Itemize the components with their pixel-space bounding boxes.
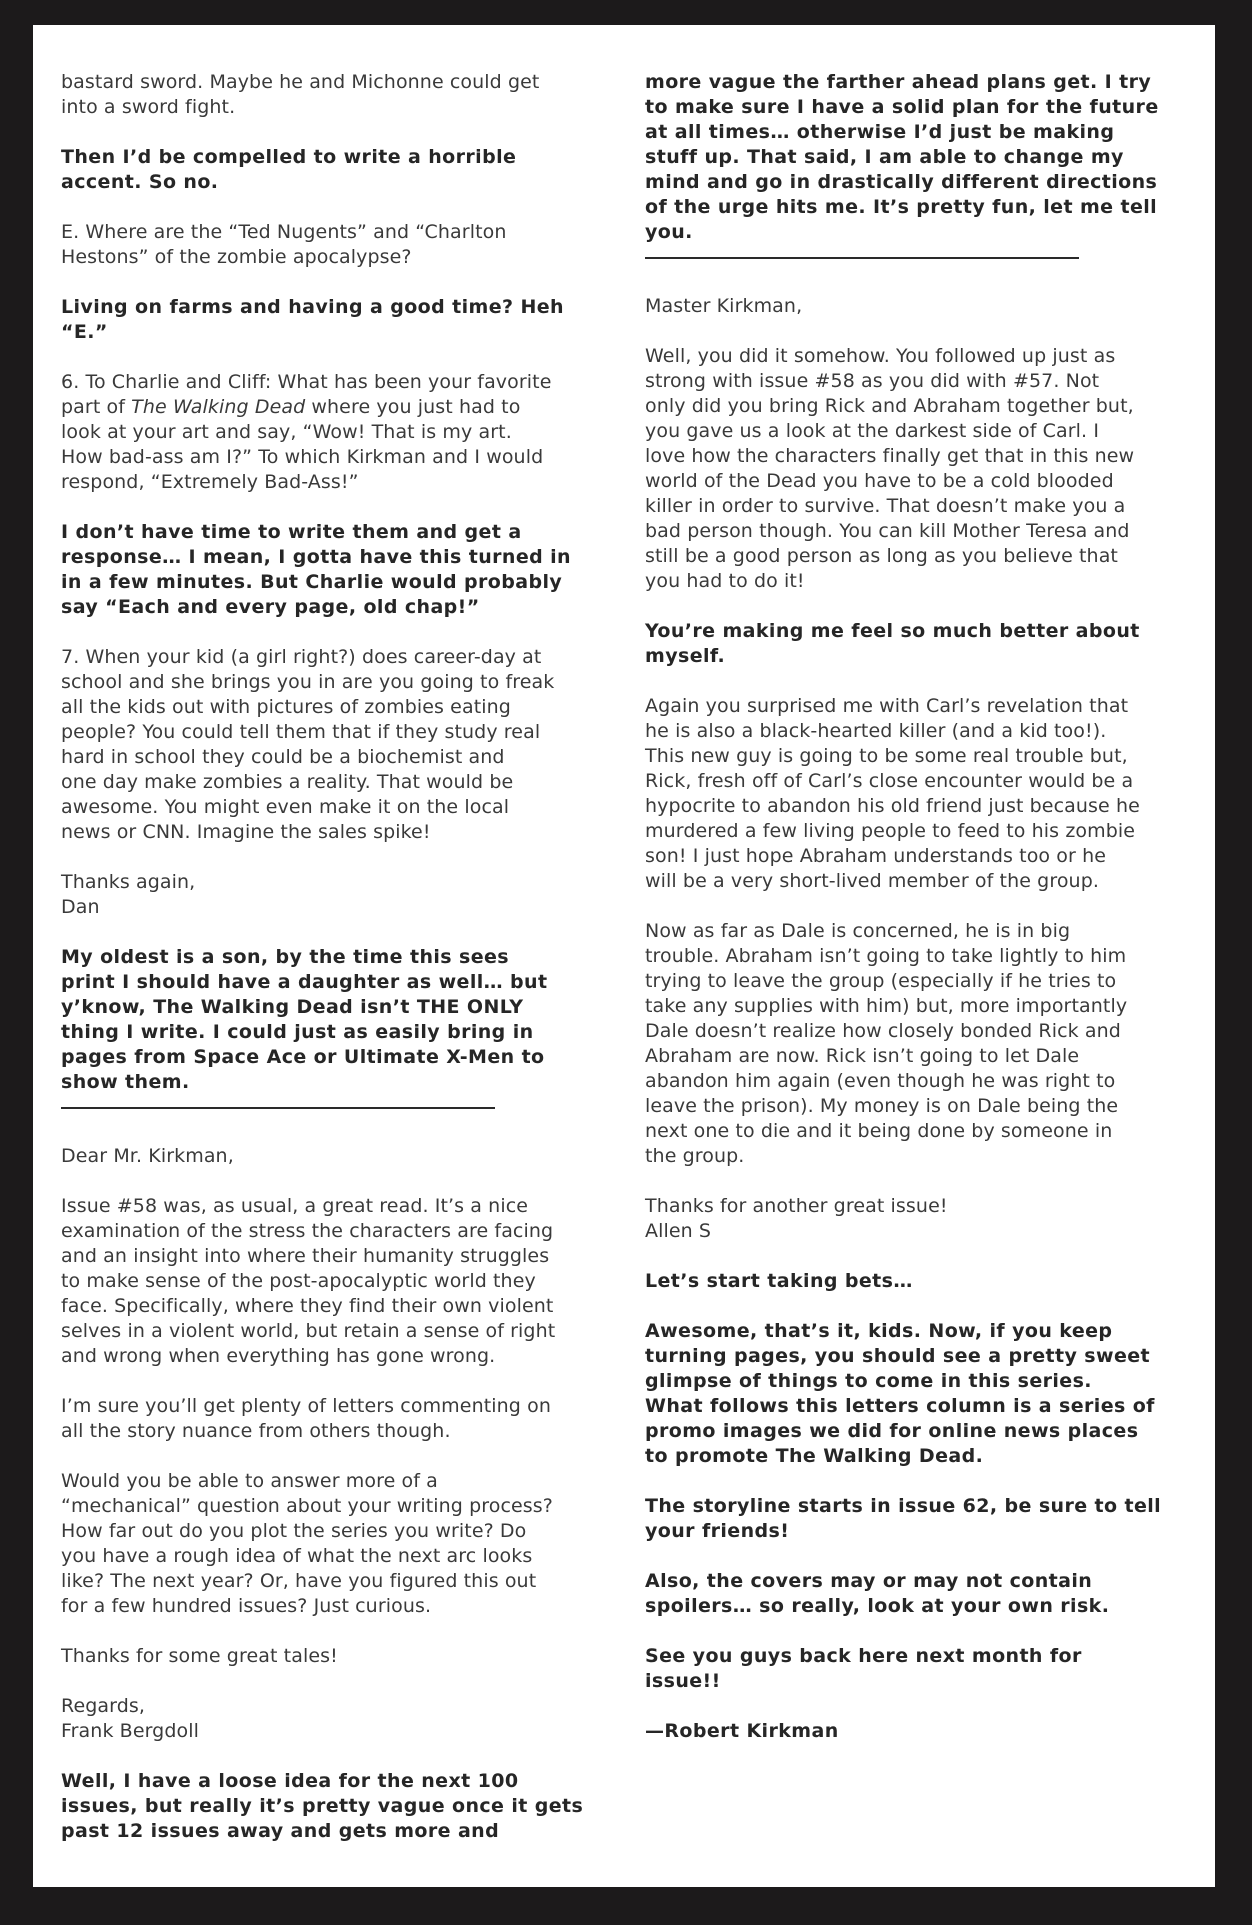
editor-reply-paragraph: Also, the covers may or may not contain spoilers… so really, look at your own risk. (645, 1570, 1110, 1617)
letter-paragraph: Thanks for another great issue! Allen S (645, 1195, 948, 1242)
letter-paragraph: bastard sword. Maybe he and Michonne could get into a sword fight. (61, 71, 540, 118)
editor-reply-paragraph: —Robert Kirkman (645, 1720, 839, 1742)
letter-paragraph: Dear Mr. Kirkman, (61, 1145, 234, 1167)
editor-reply-paragraph: Living on farms and having a good time? Heh “E.” (61, 296, 564, 343)
letter-paragraph (61, 370, 606, 495)
letter-paragraph: Would you be able to answer more of a “mechanical” question about your writing process? How far out do you plot the series you write? Do you have a rough idea of what the next arc looks like? The next year? Or, have you figured this out for a few hundred issues? Just curious. (61, 1470, 553, 1617)
paragraph-text: where you just had to look at your art and say, “Wow! That is my art. How bad-ass am I?” To which Kirkman and I would respond, “Extremely Bad-Ass!” (61, 396, 544, 493)
editor-reply-paragraph: more vague the farther ahead plans get. I try to make sure I have a solid plan for the future at all times… otherwise I’d just be making stuff up. That said, I am able to change my mind and go in drastically different directions of the urge hits me. It’s pretty fun, let me tell you. (645, 71, 1159, 243)
letter-paragraph: I’m sure you’ll get plenty of letters commenting on all the story nuance from others though. (61, 1395, 551, 1442)
separator-rule (645, 257, 1079, 259)
editor-reply-paragraph: You’re making me feel so much better about myself. (645, 620, 1140, 667)
editor-reply-paragraph: Then I’d be compelled to write a horrible accent. So no. (61, 146, 517, 193)
editor-reply-paragraph: The storyline starts in issue 62, be sure to tell your friends! (645, 1495, 1162, 1542)
editor-reply-paragraph: Awesome, that’s it, kids. Now, if you keep turning pages, you should see a pretty sweet glimpse of things to come in this series. What follows this letters column is a series of promo images we did for online news places to promote The Walking Dead. (645, 1320, 1155, 1467)
editor-reply-paragraph: Well, I have a loose idea for the next 100 issues, but really it’s pretty vague once it gets past 12 issues away and gets more and (61, 1770, 584, 1842)
letter-paragraph: Well, you did it somehow. You followed up just as strong with issue #58 as you did with #57. Not only did you bring Rick and Abraham together but, you gave us a look at the darkest side of Carl. I love how the characters finally get that in this new world of the Dead you have to be a cold blooded killer in order to survive. That doesn’t make you a bad person though. You can kill Mother Teresa and still be a good person as long as you believe that you had to do it! (645, 345, 1135, 592)
editor-reply-paragraph: I don’t have time to write them and get a response… I mean, I gotta have this turned in in a few minutes. But Charlie would probably say “Each and every page, old chap!” (61, 521, 571, 618)
separator-rule (61, 1107, 495, 1109)
paragraph-text: 6. To Charlie and Cliff: What has been your favorite part of (61, 371, 552, 418)
editor-reply-paragraph: See you guys back here next month for issue!! (645, 1645, 1082, 1692)
letter-paragraph: Again you surprised me with Carl’s revelation that he is also a black-hearted killer (and a kid too!). This new guy is going to be some real trouble but, Rick, fresh off of Carl’s close encounter would be a hypocrite to abandon his old friend just because he murdered a few living people to feed to his zombie son! I just hope Abraham understands too or he will be a very short-lived member of the group. (645, 695, 1140, 892)
editor-reply-paragraph: Let’s start taking bets… (645, 1270, 913, 1292)
right-column (645, 70, 1190, 1769)
editor-reply-paragraph: My oldest is a son, by the time this sees print I should have a daughter as well… but y’know, The Walking Dead isn’t THE ONLY thing I write. I could just as easily bring in pages from Space Ace or Ultimate X-Men to show them. (61, 946, 548, 1093)
letter-paragraph: 7. When your kid (a girl right?) does career-day at school and she brings you in are you going to freak all the kids out with pictures of zombies eating people? You could tell them that if they study real hard in school they could be a biochemist and one day make zombies a reality. That would be awesome. You might even make it on the local news or CNN. Imagine the sales spike! (61, 646, 555, 843)
letter-paragraph: Regards, Frank Bergdoll (61, 1695, 199, 1742)
left-column (61, 70, 606, 1869)
letter-paragraph: Thanks again, Dan (61, 871, 196, 918)
letter-paragraph: Thanks for some great tales! (61, 1645, 338, 1667)
letter-paragraph: Now as far as Dale is concerned, he is in big trouble. Abraham isn’t going to take lightly to him trying to leave the group (especially if he tries to take any supplies with him) but, more importantly Dale doesn’t realize how closely bonded Rick and Abraham are now. Rick isn’t going to let Dale abandon him again (even though he was right to leave the prison). My money is on Dale being the next one to die and it being done by someone in the group. (645, 920, 1128, 1167)
italic-title: The Walking Dead (131, 396, 306, 418)
letters-page (33, 25, 1215, 1887)
letter-paragraph: E. Where are the “Ted Nugents” and “Charlton Hestons” of the zombie apocalypse? (61, 221, 507, 268)
letter-paragraph: Master Kirkman, (645, 295, 803, 317)
letter-paragraph: Issue #58 was, as usual, a great read. It’s a nice examination of the stress the characters are facing and an insight into where their humanity struggles to make sense of the post-apocalyptic world they face. Specifically, where they find their own violent selves in a violent world, but retain a sense of right and wrong when everything has gone wrong. (61, 1195, 556, 1367)
